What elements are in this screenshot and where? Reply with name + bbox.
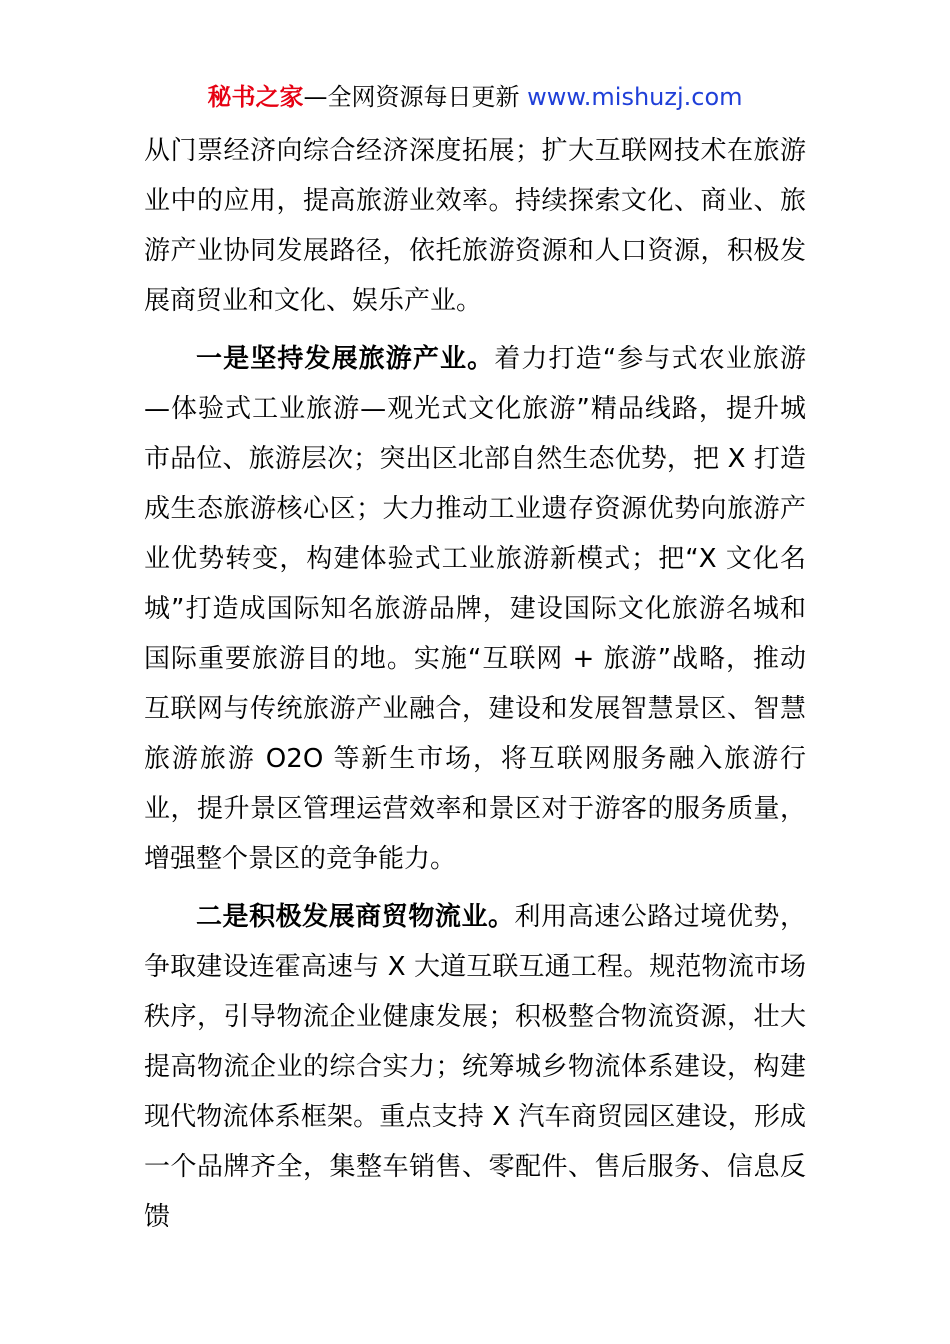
paragraph-lead-heading: 二是积极发展商贸物流业。 <box>196 902 515 932</box>
paragraph-text: 利用高速公路过境优势，争取建设连霍高速与 X 大道互联互通工程。规范物流市场秩序，引导物流企业健康发展；积极整合物流资源，壮大提高物流企业的综合实力；统筹城乡物流体系建设，构建现代物流体系框架。重点支持 X 汽车商贸园区建设，形成一个品牌齐全，集整车销售、零配件、售后服务、信息反馈 <box>144 902 806 1232</box>
site-tagline: —全网资源每日更新 <box>303 83 520 111</box>
paragraph-lead-heading: 一是坚持发展旅游产业。 <box>196 344 495 374</box>
site-brand: 秘书之家 <box>207 83 304 111</box>
paragraph-tourism <box>144 334 806 884</box>
document-body <box>144 126 806 1250</box>
paragraph-continuation <box>144 126 806 326</box>
paragraph-commerce-logistics <box>144 892 806 1242</box>
site-header <box>0 80 950 114</box>
site-url-link[interactable]: www.mishuzj.com <box>527 83 743 111</box>
paragraph-text: 着力打造“参与式农业旅游—体验式工业旅游—观光式文化旅游”精品线路，提升城市品位、旅游层次；突出区北部自然生态优势，把 X 打造成生态旅游核心区；大力推动工业遗存资源优势向旅游产业优势转变，构建体验式工业旅游新模式；把“X 文化名城”打造成国际知名旅游品牌，建设国际文化旅游名城和国际重要旅游目的地。实施“互联网 + 旅游”战略，推动互联网与传统旅游产业融合，建设和发展智慧景区、智慧旅游旅游 O2O 等新生市场，将互联网服务融入旅游行业，提升景区管理运营效率和景区对于游客的服务质量，增强整个景区的竞争能力。 <box>144 344 806 874</box>
paragraph-text: 从门票经济向综合经济深度拓展；扩大互联网技术在旅游业中的应用，提高旅游业效率。持续探索文化、商业、旅游产业协同发展路径，依托旅游资源和人口资源，积极发展商贸业和文化、娱乐产业。 <box>144 136 806 316</box>
